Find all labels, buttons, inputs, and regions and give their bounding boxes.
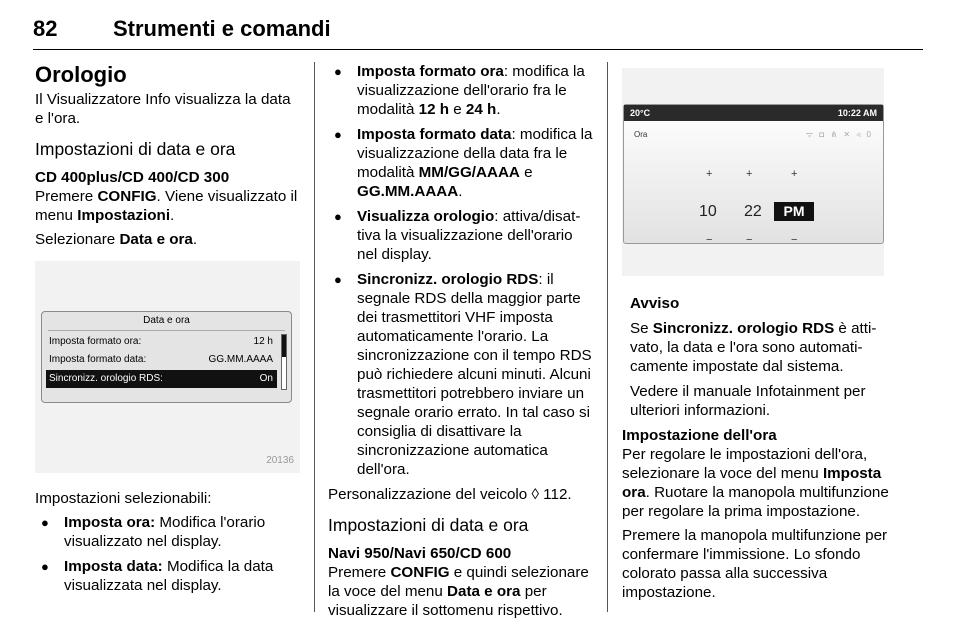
minute-value: 22 <box>744 203 762 220</box>
paragraph-config: Premere CONFIG. Viene visualizzato il menu Impostazioni. <box>35 188 298 224</box>
notice-box <box>630 294 890 420</box>
scrollbar <box>281 334 287 390</box>
clock: 10:22 AM <box>837 108 877 118</box>
column-2 <box>328 62 593 625</box>
display-screen <box>623 104 884 244</box>
list-item: ● Sincronizz. orologio RDS: il segnale RDS della maggior parte dei trasmettitori VHF imposta automaticamente l'orario. La sincronizzazione con il tempo RDS può richiedere alcuni minuti. Alcuni trasmettitori potrebbero inviare un segnale orario errato. In tal caso si consiglia di disattivare la sincronizzazione automatica dell'ora. <box>328 270 593 479</box>
minus-icon: − <box>746 234 753 246</box>
menu-row-date-format: Imposta formato data: GG.MM.AAAA <box>49 354 273 365</box>
cross-reference: Personalizzazione del veicolo ◊ 112. <box>328 486 572 503</box>
hour-value: 10 <box>699 203 717 220</box>
section-heading-date-time: Impostazioni di data e ora <box>35 139 236 159</box>
screen-title: Data e ora <box>48 312 285 331</box>
plus-icon: + <box>791 168 798 180</box>
section-title-orologio: Orologio <box>35 62 127 87</box>
status-icons: ᯤ ◘ ⋔ ✕ ◃ 0 <box>805 130 873 139</box>
subsection-heading-set-time: Impostazione dell'ora <box>622 427 777 444</box>
notice-paragraph-2: Vedere il manuale Infotainment per ulteriori informazioni. <box>630 383 866 419</box>
chapter-title: Strumenti e comandi <box>113 16 331 41</box>
minus-icon: − <box>791 234 798 246</box>
intro-paragraph: Il Visualizzatore Info visualizza la data e l'ora. <box>35 91 291 127</box>
figure-ora-screen <box>622 68 884 276</box>
paragraph-config-navi: Premere CONFIG e quindi selezionare la voce del menu Data e ora per visualizzare il sottomenu rispettivo. <box>328 564 589 619</box>
list-item: ● Imposta formato ora: modifica la visualizzazione dell'orario fra le modalità 12 h e 24 h. <box>328 62 593 119</box>
display-screen <box>41 311 292 403</box>
plus-icon: + <box>706 168 713 180</box>
paragraph-confirm: Premere la manopola multifunzione per confermare l'immissione. Lo sfondo colorato passa alla successiva impostazione. <box>622 527 888 601</box>
page-header <box>33 10 923 50</box>
settings-list <box>35 513 300 595</box>
list-item: ● Imposta formato data: modifica la visualizzazione della data fra le modalità MM/GG/AAAA e GG.MM.AAAA. <box>328 125 593 201</box>
section-heading-date-time-2: Impostazioni di data e ora <box>328 515 529 535</box>
figure-number: 20136 <box>266 455 294 466</box>
subsection-heading-cd400: CD 400plus/CD 400/CD 300 <box>35 169 230 186</box>
options-list <box>328 62 593 479</box>
column-divider-2 <box>607 62 608 612</box>
scrollbar-thumb <box>282 335 286 357</box>
column-1 <box>35 62 300 601</box>
menu-row-time-format: Imposta formato ora: 12 h <box>49 336 273 347</box>
subsection-heading-navi: Navi 950/Navi 650/CD 600 <box>328 545 512 562</box>
selectable-settings-label: Impostazioni selezionabili: <box>35 490 212 507</box>
list-item: ● Imposta data: Modifica la data visualizzata nel display. <box>35 557 300 595</box>
paragraph-select: Selezionare Data e ora. <box>35 231 198 248</box>
ampm-value: PM <box>774 202 814 221</box>
plus-icon: + <box>746 168 753 180</box>
notice-title: Avviso <box>630 295 680 312</box>
menu-row-rds-sync-selected: Sincronizz. orologio RDS: On <box>46 370 277 388</box>
page-number: 82 <box>33 16 58 41</box>
minus-icon: − <box>706 234 713 246</box>
paragraph-set-time: Per regolare le impostazioni dell'ora, selezionare la voce del menu Imposta ora. Ruotare la manopola multifunzione per regolare la prima impostazione. <box>622 446 889 520</box>
notice-paragraph-1: Se Sincronizz. orologio RDS è attivato, la data e l'ora sono automaticamente impostate dal sistema. <box>630 320 877 375</box>
screen-title: Ora <box>634 130 648 139</box>
figure-data-e-ora-menu <box>35 261 300 473</box>
list-item: ● Imposta ora: Modifica l'orario visualizzato nel display. <box>35 513 300 551</box>
column-divider-1 <box>314 62 315 612</box>
column-3 <box>622 62 890 607</box>
temperature: 20°C <box>630 108 651 118</box>
status-bar <box>624 105 883 121</box>
list-item: ● Visualizza orologio: attiva/disattiva la visualizzazione dell'orario nel display. <box>328 207 593 264</box>
